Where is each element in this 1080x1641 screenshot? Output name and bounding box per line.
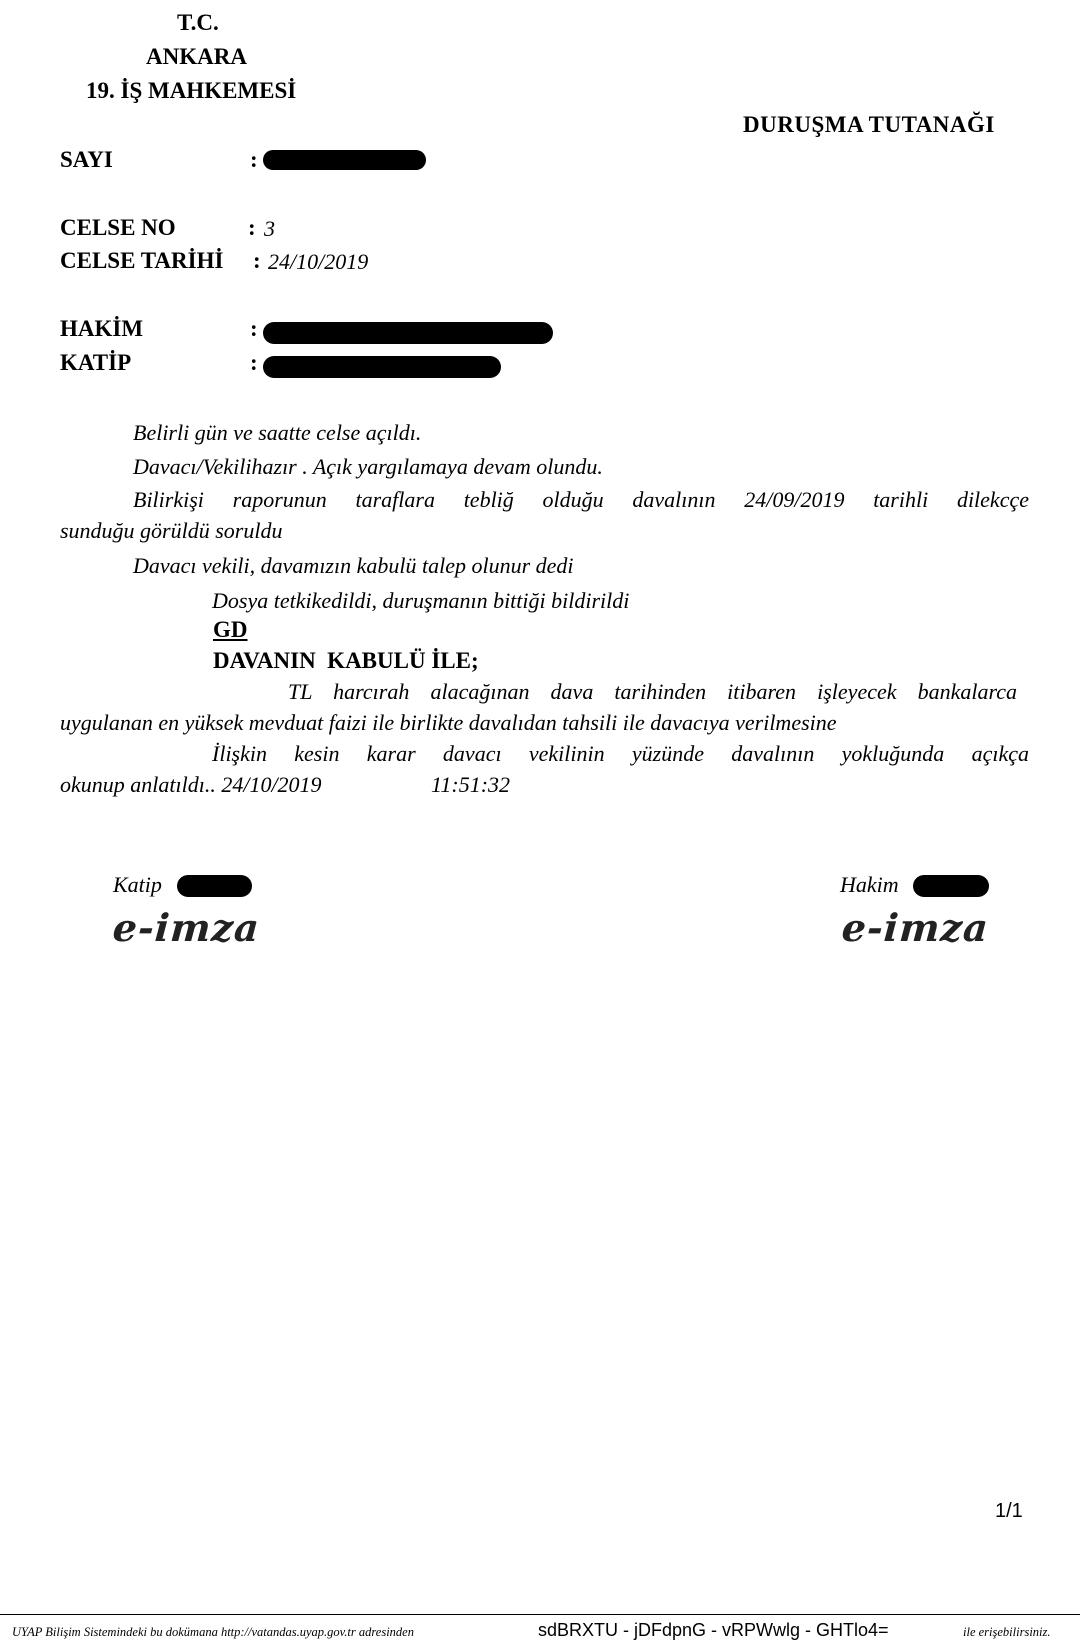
celse-tarihi-value: 24/10/2019 [268,249,369,274]
footer-verification-code: sdBRXTU - jDFdpnG - vRPWwlg - GHTlo4= [538,1620,889,1640]
body-line-plaintiff-request: Davacı vekili, davamızın kabulü talep olunur dedi [133,553,574,578]
sayi-label: SAYI [60,147,113,172]
katip-label: KATİP [60,350,132,375]
city-heading: ANKARA [146,44,247,69]
footer-divider [0,1614,1080,1615]
footer-access-text: UYAP Bilişim Sistemindeki bu dokümana http://vatandas.uyap.gov.tr adresinden [12,1625,414,1639]
body-line-expert-report-cont: sunduğu görüldü soruldu [60,518,283,543]
court-heading: 19. İŞ MAHKEMESİ [86,78,297,103]
body-line-expert-report: Bilirkişi raporunun taraflara tebliğ olduğu davalının 24/09/2019 tarihli dilekcçe [133,487,1029,512]
body-line-ruling-cont: uygulanan en yüksek mevduat faizi ile birlikte davalıdan tahsili ile davacıya verilmesine [60,710,837,735]
sayi-separator: : [250,147,258,172]
katip-signature-label: Katip [113,872,162,897]
redaction-hakim [263,322,553,344]
body-line-read-aloud: İlişkin kesin karar davacı vekilinin yüzünde davalının yokluğunda açıkça [212,741,1029,766]
body-line-read-aloud-date: okunup anlatıldı.. 24/10/2019 [60,772,322,797]
footer-access-suffix: ile erişebilirsiniz. [963,1625,1051,1639]
page-number: 1/1 [995,1500,1023,1522]
hakim-eimza-stamp: e-imza [840,905,991,950]
country-heading: T.C. [177,10,219,35]
body-line-plaintiff-present: Davacı/Vekilihazır . Açık yargılamaya devam olundu. [133,454,603,479]
celse-no-separator: : [248,215,256,240]
redaction-hakim-signature [913,875,989,897]
hakim-separator: : [250,316,258,341]
body-line-read-aloud-time: 11:51:32 [431,772,511,797]
redaction-sayi [263,150,426,170]
katip-eimza-stamp: e-imza [111,905,262,950]
celse-no-label: CELSE NO [60,215,176,240]
body-line-file-reviewed: Dosya tetkikedildi, duruşmanın bittiği bildirildi [212,588,630,613]
katip-separator: : [250,350,258,375]
verdict-heading: DAVANIN KABULÜ İLE; [213,648,479,673]
gd-label: GD [213,617,248,642]
body-line-session-opened: Belirli gün ve saatte celse açıldı. [133,420,422,445]
hakim-label: HAKİM [60,316,144,341]
redaction-katip-signature [177,875,252,897]
celse-tarihi-label: CELSE TARİHİ [60,248,224,273]
celse-no-value: 3 [264,216,275,241]
document-title: DURUŞMA TUTANAĞI [743,112,995,137]
redaction-katip [263,356,501,378]
body-line-ruling: TL harcırah alacağınan dava tarihinden itibaren işleyecek bankalarca [288,679,1017,704]
hakim-signature-label: Hakim [840,872,899,897]
celse-tarihi-separator: : [253,248,261,273]
